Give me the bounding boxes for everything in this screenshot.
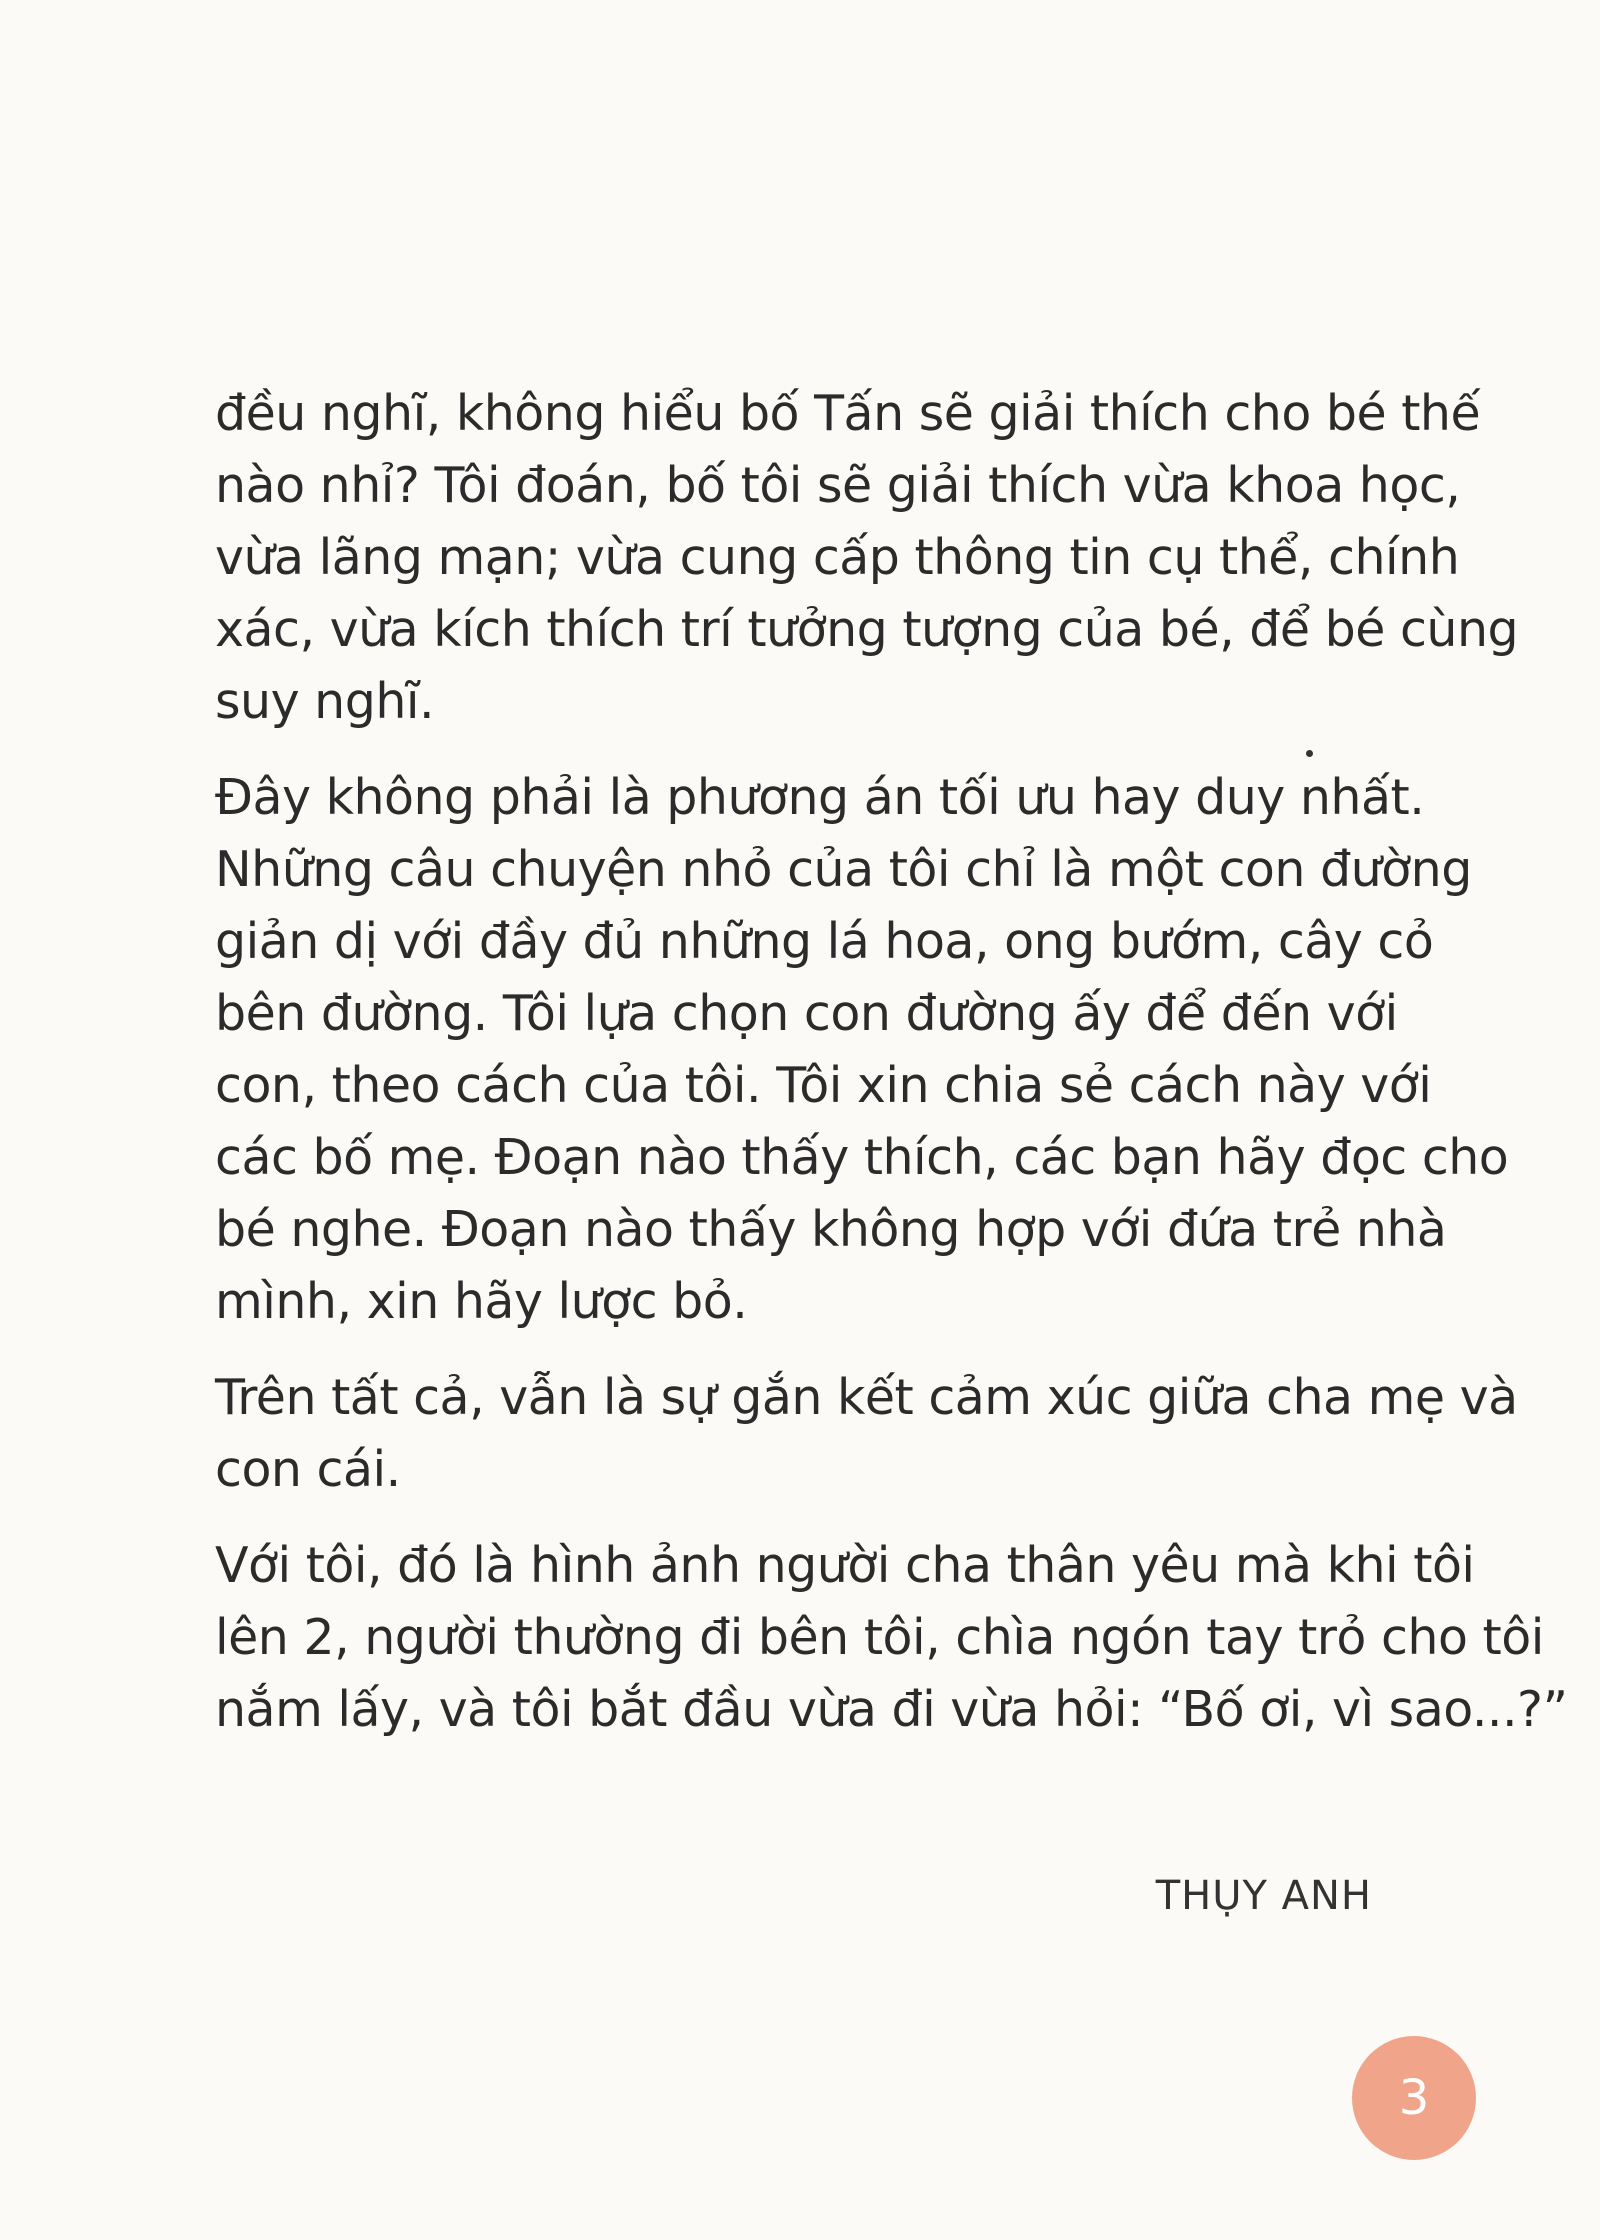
paragraph-1: [215, 378, 1519, 738]
text-line: suy nghĩ.: [215, 673, 435, 730]
author-signature: THỤY ANH: [1155, 1873, 1372, 1919]
text-line: Đây không phải là phương án tối ưu hay duy nhất.: [215, 769, 1425, 826]
text-line: bên đường. Tôi lựa chọn con đường ấy để đến với: [215, 985, 1398, 1042]
text-line: mình, xin hãy lược bỏ.: [215, 1273, 748, 1330]
text-line: vừa lãng mạn; vừa cung cấp thông tin cụ thể, chính: [215, 529, 1460, 586]
paragraph-2: [215, 762, 1509, 1338]
text-line: nắm lấy, và tôi bắt đầu vừa đi vừa hỏi: “Bố ơi, vì sao...?”: [215, 1681, 1568, 1738]
text-line: con, theo cách của tôi. Tôi xin chia sẻ cách này với: [215, 1057, 1432, 1114]
text-line: Những câu chuyện nhỏ của tôi chỉ là một con đường: [215, 841, 1472, 898]
body-text: [215, 378, 1568, 1770]
print-speck: [1306, 750, 1313, 757]
page-number-badge: [1352, 2036, 1476, 2160]
text-line: đều nghĩ, không hiểu bố Tấn sẽ giải thích cho bé thế: [215, 385, 1481, 442]
text-line: lên 2, người thường đi bên tôi, chìa ngón tay trỏ cho tôi: [215, 1609, 1544, 1666]
page-number: 3: [1398, 2070, 1430, 2126]
text-line: bé nghe. Đoạn nào thấy không hợp với đứa trẻ nhà: [215, 1201, 1447, 1258]
text-line: Với tôi, đó là hình ảnh người cha thân yêu mà khi tôi: [215, 1537, 1475, 1594]
paragraph-3: [215, 1362, 1518, 1506]
text-line: nào nhỉ? Tôi đoán, bố tôi sẽ giải thích vừa khoa học,: [215, 457, 1461, 514]
text-line: Trên tất cả, vẫn là sự gắn kết cảm xúc giữa cha mẹ và: [215, 1369, 1518, 1426]
text-line: giản dị với đầy đủ những lá hoa, ong bướm, cây cỏ: [215, 913, 1434, 970]
text-line: các bố mẹ. Đoạn nào thấy thích, các bạn hãy đọc cho: [215, 1129, 1509, 1186]
text-line: xác, vừa kích thích trí tưởng tượng của bé, để bé cùng: [215, 601, 1519, 658]
text-line: con cái.: [215, 1441, 401, 1498]
paragraph-4: [215, 1530, 1568, 1746]
